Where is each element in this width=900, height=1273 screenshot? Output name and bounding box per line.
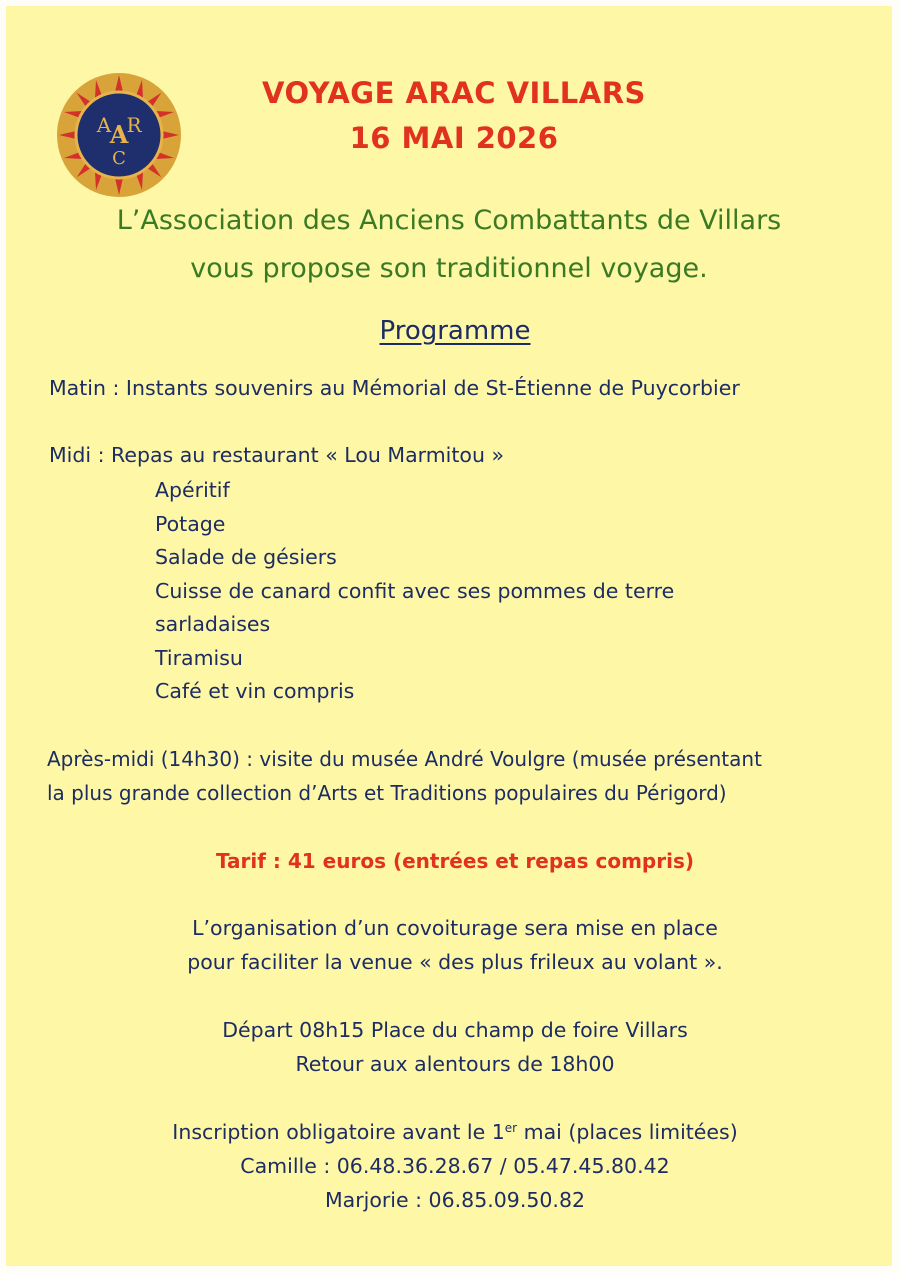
menu-item: Salade de gésiers	[155, 545, 337, 569]
carpool-line-2: pour faciliter la venue « des plus frileux au volant ».	[187, 950, 723, 974]
noon-line: Midi : Repas au restaurant « Lou Marmitou »	[49, 443, 504, 467]
price-line: Tarif : 41 euros (entrées et repas compris)	[215, 849, 695, 873]
menu-item: Cuisse de canard confit avec ses pommes de terre	[155, 579, 675, 603]
svg-text:A: A	[109, 120, 129, 149]
intro-line-2: vous propose son traditionnel voyage.	[190, 253, 708, 284]
inscription-line	[6, 1120, 900, 1145]
svg-text:R: R	[126, 113, 142, 137]
intro-line-1: L’Association des Anciens Combattants de Villars	[116, 205, 782, 236]
menu-item: Apéritif	[155, 478, 230, 502]
ordinal-suffix: er	[504, 1121, 518, 1135]
svg-text:A: A	[96, 113, 112, 137]
trip-date: 16 MAI 2026	[349, 121, 559, 155]
afternoon-line-2: la plus grande collection d’Arts et Traditions populaires du Périgord)	[47, 781, 727, 805]
departure-line: Départ 08h15 Place du champ de foire Villars	[222, 1018, 688, 1042]
carpool-line-1: L’organisation d’un covoiturage sera mise en place	[192, 916, 718, 940]
contact-marjorie: Marjorie : 06.85.09.50.82	[324, 1188, 586, 1212]
programme-heading: Programme	[379, 316, 531, 346]
inscription-text-end: mai (places limitées)	[517, 1120, 738, 1144]
svg-text:C: C	[112, 148, 126, 169]
afternoon-line-1: Après-midi (14h30) : visite du musée André Voulgre (musée présentant	[47, 747, 762, 771]
return-line: Retour aux alentours de 18h00	[295, 1052, 615, 1076]
morning-line: Matin : Instants souvenirs au Mémorial de St-Étienne de Puycorbier	[49, 376, 740, 400]
menu-item: Tiramisu	[155, 646, 243, 670]
inscription-text: Inscription obligatoire avant le 1	[172, 1120, 505, 1144]
menu-item: Potage	[155, 512, 226, 536]
flyer-sheet	[6, 6, 892, 1266]
menu-item: sarladaises	[155, 612, 271, 636]
contact-camille: Camille : 06.48.36.28.67 / 05.47.45.80.42	[240, 1154, 670, 1178]
page-title: VOYAGE ARAC VILLARS	[262, 76, 646, 110]
menu-item: Café et vin compris	[155, 679, 355, 703]
